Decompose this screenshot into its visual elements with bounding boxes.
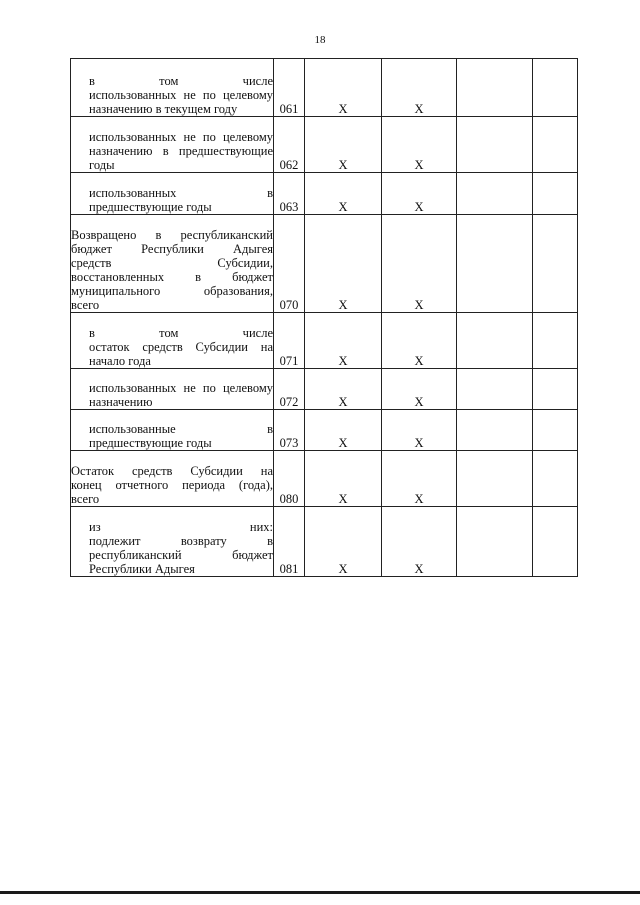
row-code: 072 — [274, 369, 305, 410]
x-mark-cell: Х — [305, 451, 382, 507]
x-mark-cell: Х — [305, 173, 382, 215]
empty-cell — [457, 369, 533, 410]
x-mark-cell: Х — [305, 215, 382, 313]
row-code: 073 — [274, 410, 305, 451]
empty-cell — [533, 215, 578, 313]
x-mark-cell: Х — [382, 507, 457, 577]
row-code: 071 — [274, 313, 305, 369]
table-row — [71, 59, 578, 117]
description-line: Республики Адыгея — [89, 562, 195, 576]
x-mark-cell: Х — [382, 313, 457, 369]
description-line: восстановленных в бюджет — [71, 270, 273, 284]
description-line: использованных не по целевому — [89, 88, 273, 102]
description-line: годы — [89, 158, 115, 172]
description-line: предшествующие годы — [89, 200, 212, 214]
description-line: назначению в предшествующие — [89, 144, 273, 158]
empty-cell — [533, 313, 578, 369]
empty-cell — [457, 410, 533, 451]
page-number: 18 — [314, 34, 326, 46]
empty-cell — [533, 410, 578, 451]
x-mark-cell: Х — [305, 117, 382, 173]
footer-rule — [0, 891, 640, 894]
description-line: Возвращено в республиканский — [71, 228, 273, 242]
empty-cell — [533, 59, 578, 117]
description-line: назначению — [89, 395, 153, 409]
description-line: бюджет Республики Адыгея — [71, 242, 273, 256]
row-code: 061 — [274, 59, 305, 117]
row-code: 080 — [274, 451, 305, 507]
empty-cell — [457, 451, 533, 507]
row-description — [71, 451, 274, 507]
row-code: 081 — [274, 507, 305, 577]
description-line: предшествующие годы — [89, 436, 212, 450]
table-row — [71, 369, 578, 410]
x-mark-cell: Х — [382, 369, 457, 410]
empty-cell — [533, 173, 578, 215]
description-line: всего — [71, 298, 100, 312]
empty-cell — [533, 507, 578, 577]
description-line: всего — [71, 492, 100, 506]
x-mark-cell: Х — [305, 313, 382, 369]
x-mark-cell: Х — [305, 369, 382, 410]
description-line: муниципального образования, — [71, 284, 273, 298]
row-description — [71, 215, 274, 313]
x-mark-cell: Х — [382, 59, 457, 117]
table-row — [71, 410, 578, 451]
empty-cell — [457, 173, 533, 215]
description-line: начало года — [89, 354, 151, 368]
empty-cell — [533, 369, 578, 410]
description-line: назначению в текущем году — [89, 102, 238, 116]
x-mark-cell: Х — [382, 117, 457, 173]
x-mark-cell: Х — [382, 451, 457, 507]
description-line: использованные в — [89, 422, 273, 436]
description-line: использованных в — [89, 186, 273, 200]
row-description — [71, 59, 274, 117]
x-mark-cell: Х — [382, 410, 457, 451]
description-line: республиканский бюджет — [89, 548, 273, 562]
row-code: 062 — [274, 117, 305, 173]
x-mark-cell: Х — [305, 507, 382, 577]
empty-cell — [457, 59, 533, 117]
description-line: использованных не по целевому — [89, 130, 273, 144]
row-code: 070 — [274, 215, 305, 313]
empty-cell — [457, 215, 533, 313]
x-mark-cell: Х — [305, 59, 382, 117]
empty-cell — [533, 117, 578, 173]
table-row — [71, 313, 578, 369]
table-row — [71, 507, 578, 577]
table-row — [71, 173, 578, 215]
row-description — [71, 313, 274, 369]
table-row — [71, 117, 578, 173]
description-line: использованных не по целевому — [89, 381, 273, 395]
description-line: в том числе — [89, 74, 273, 88]
x-mark-cell: Х — [305, 410, 382, 451]
row-description — [71, 117, 274, 173]
empty-cell — [457, 313, 533, 369]
report-table — [70, 58, 578, 577]
empty-cell — [457, 117, 533, 173]
description-line: конец отчетного периода (года), — [71, 478, 273, 492]
description-line: из них: — [89, 520, 273, 534]
description-line: остаток средств Субсидии на — [89, 340, 273, 354]
row-code: 063 — [274, 173, 305, 215]
description-line: средств Субсидии, — [71, 256, 273, 270]
table-row — [71, 215, 578, 313]
empty-cell — [457, 507, 533, 577]
description-line: подлежит возврату в — [89, 534, 273, 548]
x-mark-cell: Х — [382, 215, 457, 313]
description-line: в том числе — [89, 326, 273, 340]
x-mark-cell: Х — [382, 173, 457, 215]
row-description — [71, 173, 274, 215]
row-description — [71, 507, 274, 577]
description-line: Остаток средств Субсидии на — [71, 464, 273, 478]
empty-cell — [533, 451, 578, 507]
row-description — [71, 410, 274, 451]
row-description — [71, 369, 274, 410]
table-row — [71, 451, 578, 507]
